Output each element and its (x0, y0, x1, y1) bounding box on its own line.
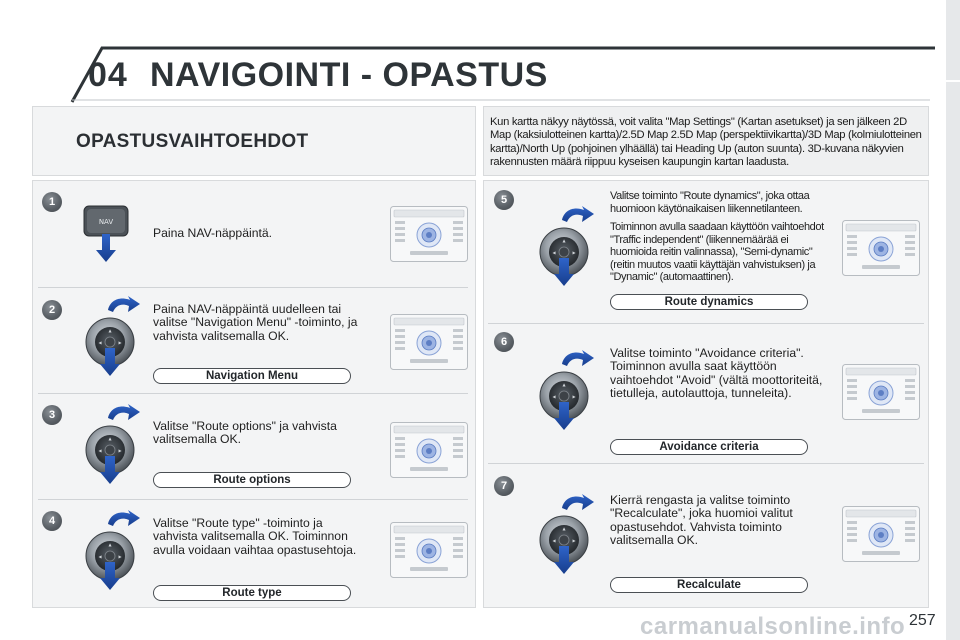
step-number-2: 2 (42, 300, 62, 320)
intro-text: Kun kartta näkyy näytössä, voit valita "Map Settings" (Kartan asetukset) ja sen jälkeen 2D Map (kaksiulotteinen kartta)/2.5D Map 2.5D Map (perspektiivikartta)/3D Map (kolmiulotteinen kartta)/North Up (pohjoinen ylhäällä) tai Heading Up (auton suunta). 3D-kuvana näkyvien rakennusten määrä riippuu kyseisen kaupungin kartan laadusta. (490, 116, 922, 169)
avoidance-criteria-label: Avoidance criteria (610, 439, 808, 455)
rotary-knob-icon (534, 494, 596, 574)
radio-panel-thumbnail (842, 364, 920, 420)
rotary-knob-icon (80, 296, 142, 376)
step-number-7: 7 (494, 476, 514, 496)
divider (488, 323, 924, 324)
step-number-5: 5 (494, 190, 514, 210)
recalculate-label: Recalculate (610, 577, 808, 593)
step-5-detail: Toiminnon avulla saadaan käyttöön vaihtoehdot "Traffic independent" (liikennemäärää ei huomioida reitin valinnassa), "Semi-dynamic" (reitin muutos vaatii käyttäjän vahvistuksen) ja "Dynamic" (automaattinen). (610, 221, 824, 284)
page-number: 257 (909, 612, 936, 629)
step-number-1: 1 (42, 192, 62, 212)
radio-panel-thumbnail (390, 522, 468, 578)
step-number-4: 4 (42, 511, 62, 531)
page-edge-tab (946, 0, 960, 640)
nav-button-icon (82, 202, 132, 262)
svg-text:NAV: NAV (98, 218, 114, 226)
step-2-text: Paina NAV-näppäintä uudelleen tai valitse "Navigation Menu" -toiminto, ja vahvista valitsemalla OK. (153, 302, 358, 343)
radio-panel-thumbnail (842, 220, 920, 276)
rotary-knob-icon (80, 510, 142, 590)
radio-panel-thumbnail (390, 422, 468, 478)
route-options-label: Route options (153, 472, 351, 488)
divider (38, 499, 468, 500)
divider (38, 287, 468, 288)
radio-panel-thumbnail (842, 506, 920, 562)
step-5-text: Valitse toiminto "Route dynamics", joka ottaa huomioon käytönaikaisen liikennetilanteen. (610, 190, 810, 215)
chapter-header (0, 44, 935, 104)
section-title: OPASTUSVAIHTOEHDOT (76, 131, 309, 152)
step-1-text: Paina NAV-näppäintä. (153, 226, 273, 240)
step-6-text: Valitse toiminto "Avoidance criteria". Toiminnon avulla saat käyttöön vaihtoehdot "Avoid" (vältä moottoriteitä, tietulleja, autolauttoja, tunneleita). (610, 346, 823, 401)
watermark: carmanualsonline.info (640, 613, 906, 640)
rotary-knob-icon (80, 404, 142, 484)
navigation-menu-label: Navigation Menu (153, 368, 351, 384)
divider (38, 393, 468, 394)
rotary-knob-icon (534, 206, 596, 286)
step-number-6: 6 (494, 332, 514, 352)
chapter-title: NAVIGOINTI - OPASTUS (150, 56, 548, 94)
radio-panel-thumbnail (390, 206, 468, 262)
step-number-3: 3 (42, 405, 62, 425)
rotary-knob-icon (534, 350, 596, 430)
divider (488, 463, 924, 464)
step-3-text: Valitse "Route options" ja vahvista valitsemalla OK. (153, 419, 337, 447)
radio-panel-thumbnail (390, 314, 468, 370)
route-type-label: Route type (153, 585, 351, 601)
step-4-text: Valitse "Route type" -toiminto ja vahvista valitsemalla OK. Toiminnon avulla voidaan vaihtaa opastusehtoja. (153, 516, 357, 557)
chapter-number: 04 (88, 56, 128, 94)
route-dynamics-label: Route dynamics (610, 294, 808, 310)
step-7-text: Kierrä rengasta ja valitse toiminto "Recalculate", joka huomioi valitut opastusehdot. Vahvista toiminto valitsemalla OK. (610, 493, 793, 548)
